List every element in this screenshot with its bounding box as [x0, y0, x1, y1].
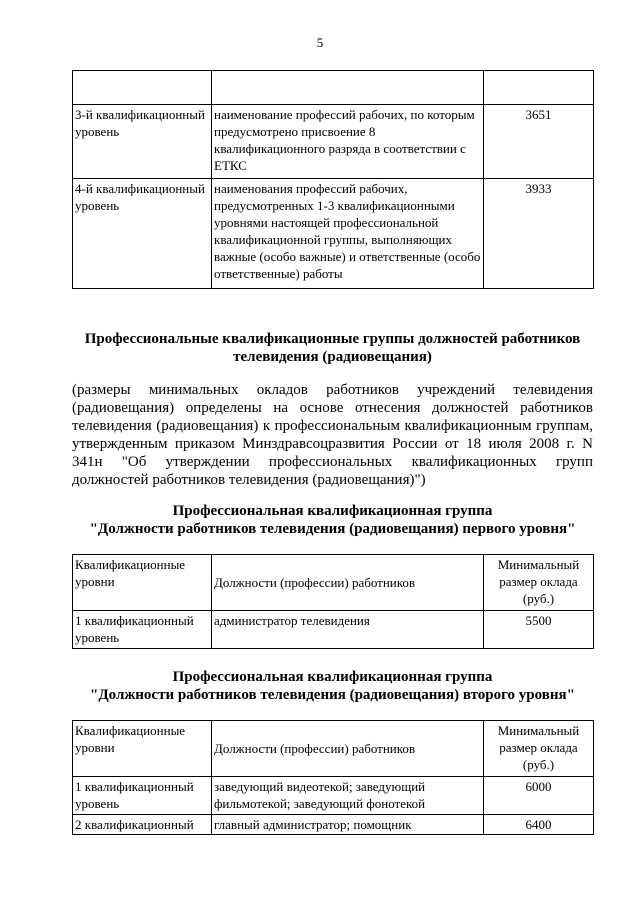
section-title: Профессиональные квалификационные группы должностей работников телевидения (радиовещания) — [84, 331, 581, 365]
cell-salary: 6400 — [484, 815, 594, 835]
cell-description: наименования профессий рабочих, предусмотренных 1-3 квалификационными уровнями настоящей профессиональной квалификационной группы, выполняющих важные (особо важные) и ответственные (особо ответственные) работы — [212, 179, 484, 289]
cell-salary: 5500 — [484, 611, 594, 649]
header-levels: Квалификационные уровни — [73, 555, 212, 611]
table-row — [73, 777, 594, 815]
header-levels: Квалификационные уровни — [73, 721, 212, 777]
header-salary: Минимальный размер оклада (руб.) — [484, 721, 594, 777]
group1-title-line2: "Должности работников телевидения (радиовещания) первого уровня" — [89, 521, 576, 537]
group1-title-line1: Профессиональная квалификационная группа — [172, 503, 493, 519]
table-row — [73, 611, 594, 649]
group2-title-line2: "Должности работников телевидения (радиовещания) второго уровня" — [90, 687, 575, 703]
table-row — [73, 71, 594, 105]
cell-positions: главный администратор; помощник — [212, 815, 484, 835]
page-number: 5 — [316, 35, 324, 50]
cell-positions: заведующий видеотекой; заведующий фильмотекой; заведующий фонотекой — [212, 777, 484, 815]
header-salary: Минимальный размер оклада (руб.) — [484, 555, 594, 611]
cell-description — [212, 71, 484, 105]
cell-value: 3651 — [484, 105, 594, 179]
cell-level — [73, 71, 212, 105]
table-header-row — [73, 555, 594, 611]
cell-value: 3933 — [484, 179, 594, 289]
table-group1 — [72, 554, 594, 649]
cell-salary: 6000 — [484, 777, 594, 815]
table-group2 — [72, 720, 594, 835]
group2-title-line1: Профессиональная квалификационная группа — [172, 669, 493, 685]
header-positions: Должности (профессии) работников — [212, 555, 484, 611]
table-workers-levels — [72, 70, 594, 289]
table-row — [73, 179, 594, 289]
cell-level: 1 квалификационный уровень — [73, 611, 212, 649]
cell-level: 2 квалификационный — [73, 815, 212, 835]
table-header-row — [73, 721, 594, 777]
table-row — [73, 815, 594, 835]
table-row — [73, 105, 594, 179]
header-positions: Должности (профессии) работников — [212, 721, 484, 777]
cell-description: наименование профессий рабочих, по которым предусмотрено присвоение 8 квалификационного разряда в соответствии с ЕТКС — [212, 105, 484, 179]
cell-value — [484, 71, 594, 105]
cell-level: 4-й квалификационный уровень — [73, 179, 212, 289]
cell-positions: администратор телевидения — [212, 611, 484, 649]
cell-level: 1 квалификационный уровень — [73, 777, 212, 815]
section-note: (размеры минимальных окладов работников учреждений телевидения (радиовещания) определены на основе отнесения должностей работников телевидения (радиовещания) к профессиональным квалификационным группам, утвержденным приказом Минздравсоцразвития России от 18 июля 2008 г. N 341н "Об утверждении профессиональных квалификационных групп должностей работников телевидения (радиовещания)") — [72, 382, 593, 488]
cell-level: 3-й квалификационный уровень — [73, 105, 212, 179]
